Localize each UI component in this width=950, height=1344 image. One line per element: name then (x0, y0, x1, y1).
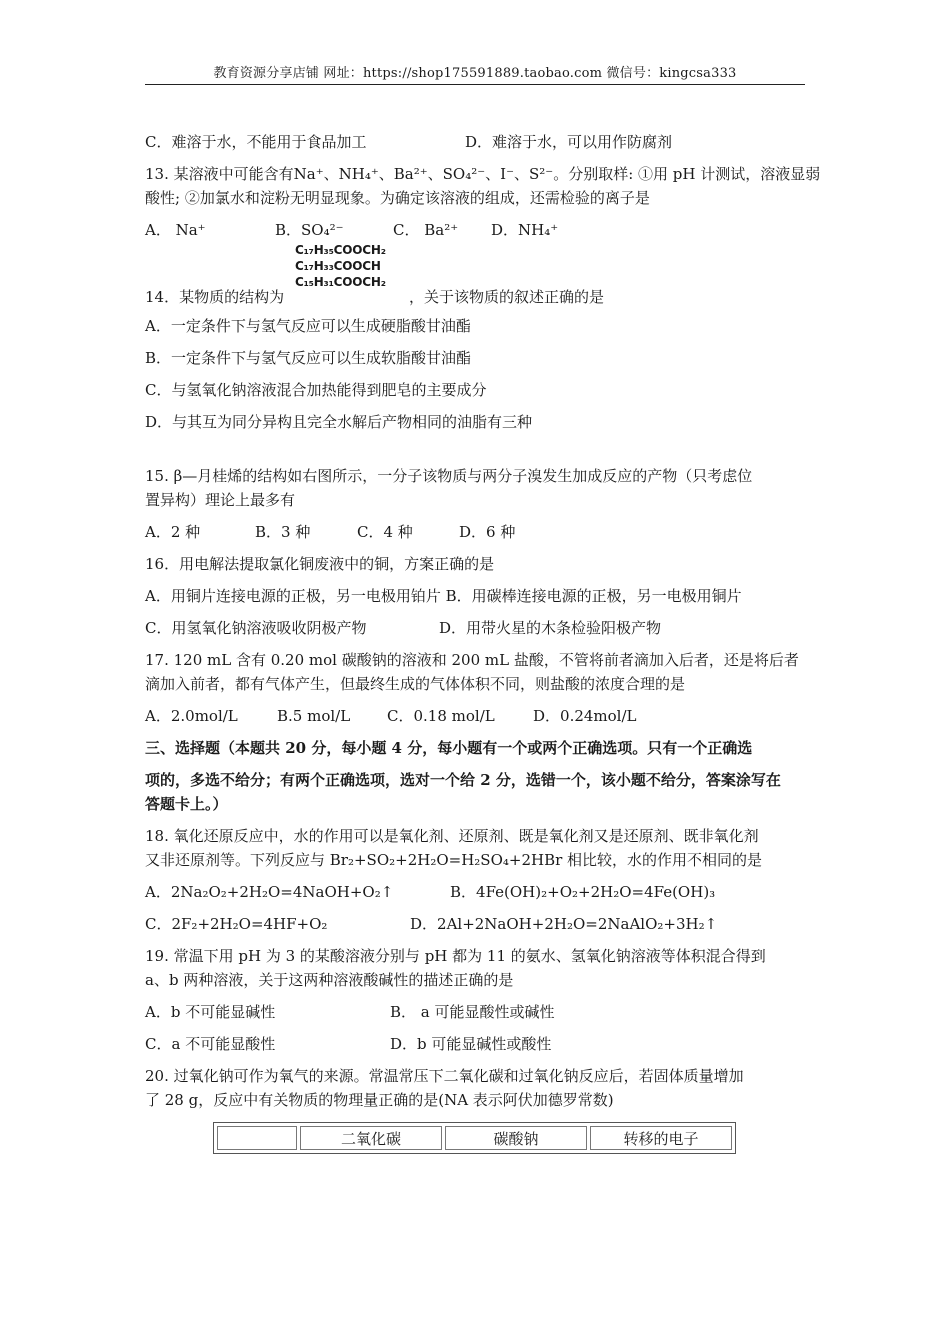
section-3-heading (145, 736, 807, 816)
question-18 (145, 824, 807, 936)
q15-options (145, 520, 807, 544)
q13-option-b: B．SO₄²⁻ (275, 221, 344, 239)
q18-option-c: C．2F₂+2H₂O=4HF+O₂ (145, 915, 328, 933)
q17-option-d: D．0.24mol/L (533, 707, 637, 725)
exam-content (145, 130, 821, 1154)
q14-option-d: D．与其互为同分异构且完全水解后产物相同的油脂有三种 (145, 413, 533, 431)
q18-stem-line2: 又非还原剂等。下列反应与 Br₂+SO₂+2H₂O=H₂SO₄+2HBr 相比较，水的作用不相同的是 (145, 851, 763, 869)
table-header-co2: 二氧化碳 (300, 1126, 442, 1150)
q15-option-d: D．6 种 (459, 523, 516, 541)
table-header-electrons: 转移的电子 (590, 1126, 732, 1150)
question-19 (145, 944, 807, 1056)
header-rule (145, 84, 805, 85)
q13-option-a: A． Na⁺ (145, 221, 206, 239)
q18-option-d: D．2Al+2NaOH+2H₂O=2NaAlO₂+3H₂↑ (410, 915, 718, 933)
q16-option-d: D．用带火星的木条检验阳极产物 (439, 619, 662, 637)
q13-stem-line2: 酸性; ②加氯水和淀粉无明显现象。为确定该溶液的组成，还需检验的离子是 (145, 189, 650, 207)
q20-stem-line1: 20. 过氧化钠可作为氧气的来源。常温常压下二氧化碳和过氧化钠反应后，若固体质量增加 (145, 1067, 744, 1085)
q15-option-a: A．2 种 (145, 523, 201, 541)
q16-option-a: A．用铜片连接电源的正极，另一电极用铂片 (145, 587, 441, 605)
q17-stem-line2: 滴加入前者，都有气体产生，但最终生成的气体体积不同，则盐酸的浓度合理的是 (145, 675, 686, 693)
q13-stem-line1: 13. 某溶液中可能含有Na⁺、NH₄⁺、Ba²⁺、SO₄²⁻、I⁻、S²⁻。分别取样: ①用 pH 计测试，溶液显弱 (145, 165, 821, 183)
q15-stem-line1: 15. β—月桂烯的结构如右图所示，一分子该物质与两分子溴发生加成反应的产物（只考虑位 (145, 467, 753, 485)
q16-options-ab (145, 584, 807, 608)
q15-stem-line2: 置异构）理论上最多有 (145, 491, 296, 509)
section-3-line3: 答题卡上。） (145, 795, 228, 813)
spacer (145, 434, 807, 464)
structure-row-1: C₁₇H₃₅COOCH₂ (295, 243, 386, 257)
section-3-line1: 三、选择题（本题共 20 分，每小题 4 分，每小题有一个或两个正确选项。只有一个正确选 (145, 739, 753, 757)
q12-options (145, 130, 807, 154)
q19-options-ab (145, 1000, 807, 1024)
q20-stem-line2: 了 28 g，反应中有关物质的物理量正确的是(NA 表示阿伏加德罗常数) (145, 1091, 614, 1109)
q16-option-c: C．用氢氧化钠溶液吸收阴极产物 (145, 619, 367, 637)
structure-row-3: C₁₅H₃₁COOCH₂ (295, 275, 386, 289)
question-15 (145, 464, 807, 544)
q14-option-b: B．一定条件下与氢气反应可以生成软脂酸甘油酯 (145, 349, 472, 367)
q15-option-c: C．4 种 (357, 523, 413, 541)
q12-option-d: D．难溶于水，可以用作防腐剂 (465, 133, 673, 151)
q14-stem-after: ，关于该物质的叙述正确的是 (409, 288, 605, 306)
q19-stem-line2: a、b 两种溶液，关于这两种溶液酸碱性的描述正确的是 (145, 971, 514, 989)
q16-options-cd (145, 616, 807, 640)
question-13 (145, 162, 821, 242)
q19-option-c: C．a 不可能显酸性 (145, 1035, 276, 1053)
q20-table-wrap (213, 1122, 807, 1154)
q13-option-d: D．NH₄⁺ (491, 221, 559, 239)
q15-option-b: B．3 种 (255, 523, 311, 541)
q17-option-c: C．0.18 mol/L (387, 707, 495, 725)
q19-option-a: A．b 不可能显碱性 (145, 1003, 276, 1021)
q16-option-b: B．用碳棒连接电源的正极，另一电极用铜片 (445, 587, 742, 605)
q12-option-c: C．难溶于水，不能用于食品加工 (145, 133, 367, 151)
q18-options-ab (145, 880, 807, 904)
q19-option-d: D．b 可能显碱性或酸性 (390, 1035, 552, 1053)
question-17 (145, 648, 807, 728)
q14-stem-before: 14．某物质的结构为 (145, 288, 285, 306)
q20-table (213, 1122, 736, 1154)
q14-stem (145, 286, 605, 307)
q16-stem: 16．用电解法提取氯化铜废液中的铜，方案正确的是 (145, 555, 495, 573)
table-header-row (217, 1126, 732, 1150)
q18-option-a: A．2Na₂O₂+2H₂O=4NaOH+O₂↑ (145, 883, 394, 901)
q14-option-c: C．与氢氧化钠溶液混合加热能得到肥皂的主要成分 (145, 381, 487, 399)
q17-option-a: A．2.0mol/L (145, 707, 238, 725)
q18-options-cd (145, 912, 807, 936)
q18-stem-line1: 18. 氧化还原反应中，水的作用可以是氧化剂、还原剂、既是氧化剂又是还原剂、既非氧化剂 (145, 827, 759, 845)
table-header-blank (217, 1126, 297, 1150)
structure-row-2: C₁₇H₃₃COOCH (295, 259, 381, 273)
q17-option-b: B.5 mol/L (277, 707, 351, 725)
q18-option-b: B．4Fe(OH)₂+O₂+2H₂O=4Fe(OH)₃ (450, 883, 716, 901)
q14-option-a: A．一定条件下与氢气反应可以生成硬脂酸甘油酯 (145, 317, 471, 335)
q19-stem-line1: 19. 常温下用 pH 为 3 的某酸溶液分别与 pH 都为 11 的氨水、氢氧化钠溶液等体积混合得到 (145, 947, 766, 965)
glyceride-structure (295, 242, 386, 290)
q19-option-b: B． a 可能显酸性或碱性 (390, 1003, 555, 1021)
page-header: 教育资源分享店铺 网址：https://shop175591889.taobao.com 微信号：kingcsa333 (213, 66, 737, 81)
question-14-stem (145, 242, 807, 314)
section-3-line2: 项的，多选不给分；有两个正确选项，选对一个给 2 分，选错一个，该小题不给分，答案涂写在 (145, 771, 781, 789)
q13-option-c: C． Ba²⁺ (393, 221, 459, 239)
q13-options (145, 218, 807, 242)
question-16 (145, 552, 807, 640)
question-20 (145, 1064, 807, 1154)
table-header-na2co3: 碳酸钠 (445, 1126, 587, 1150)
q19-options-cd (145, 1032, 807, 1056)
q17-stem-line1: 17. 120 mL 含有 0.20 mol 碳酸钠的溶液和 200 mL 盐酸，不管将前者滴加入后者，还是将后者 (145, 651, 799, 669)
q17-options (145, 704, 807, 728)
